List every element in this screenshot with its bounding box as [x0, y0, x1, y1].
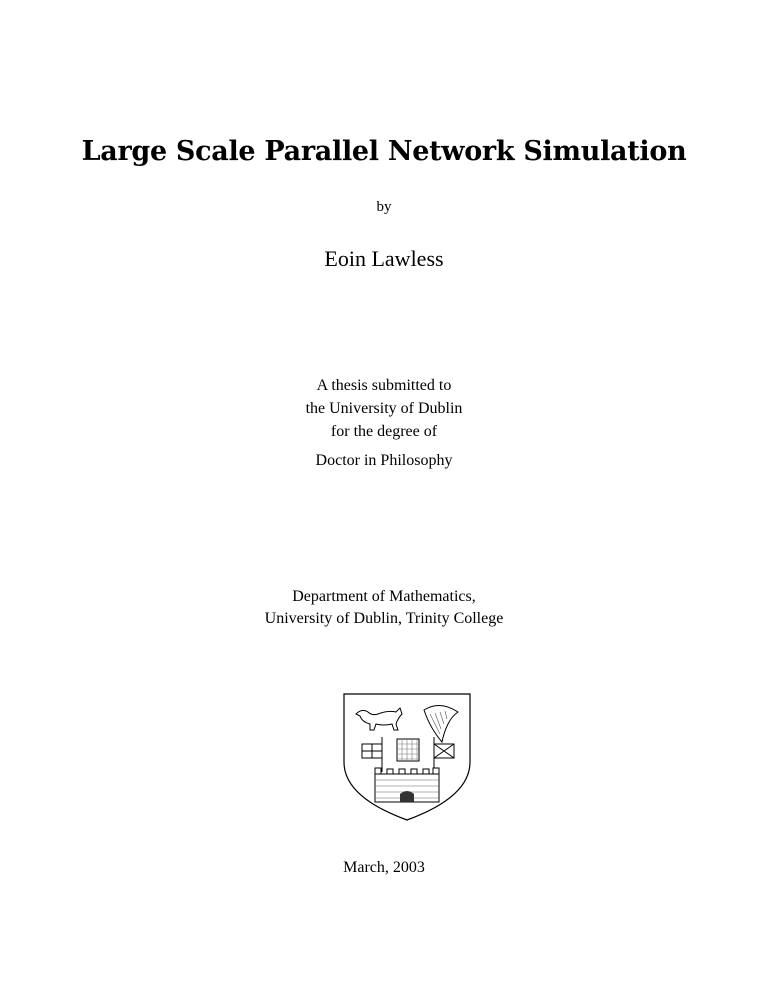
- submission-line-3: for the degree of: [330, 423, 438, 440]
- submission-line-1: A thesis submitted to: [316, 377, 452, 394]
- department: Department of Mathematics,: [292, 588, 476, 605]
- submission-line-2: the University of Dublin: [305, 400, 463, 417]
- trinity-college-crest-icon: [342, 692, 472, 822]
- university: University of Dublin, Trinity College: [264, 610, 504, 627]
- author-name: Eoin Lawless: [324, 246, 444, 271]
- submission-date: March, 2003: [343, 859, 425, 876]
- thesis-title: Large Scale Parallel Network Simulation: [81, 136, 687, 167]
- by-label: by: [376, 199, 392, 215]
- degree: Doctor in Philosophy: [315, 452, 453, 469]
